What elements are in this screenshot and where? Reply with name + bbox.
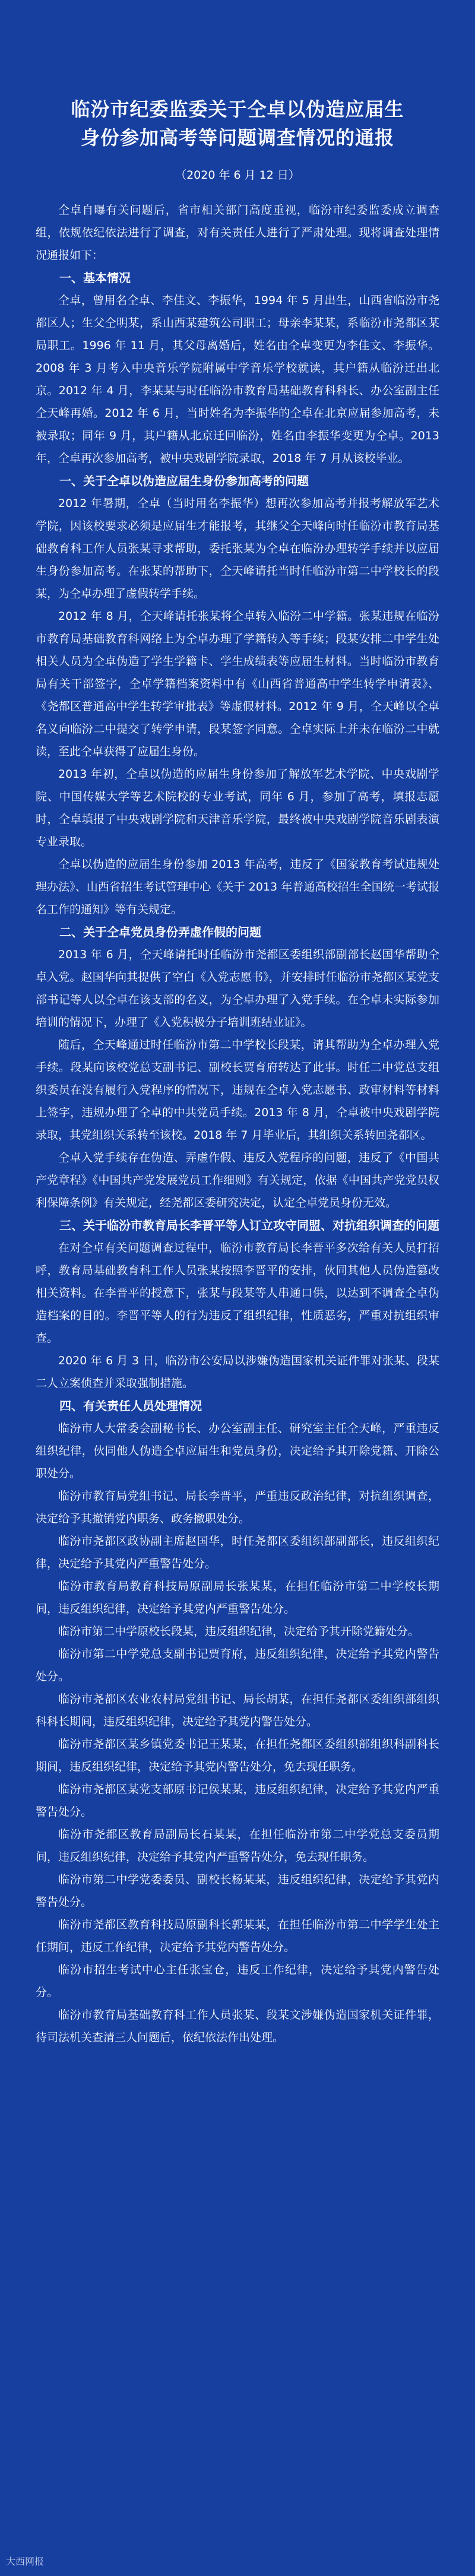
paragraph: 临汾市招生考试中心主任张宝仓，违反工作纪律，决定给予其党内警告处分。 (36, 1963, 439, 1999)
section-heading: 三、关于临汾市教育局长李晋平等人订立攻守同盟、对抗组织调查的问题 (59, 1218, 439, 1232)
paragraph: 2012 年暑期，仝卓（当时用名李振华）想再次参加高考并报考解放军艺术学院，因该校要求必须是应届生才能报考，其继父仝天峰向时任临汾市教育局基础教育科工作人员张某寻求帮助，委托张某为仝卓在临汾办理转学手续并以应届生身份参加高考。在张某的帮助下，仝天峰请托当时任临汾市第二中学校长的段某，为仝卓办理了虚假转学手续。 (36, 497, 439, 600)
paragraph: 2013 年初，仝卓以伪造的应届生身份参加了解放军艺术学院、中央戏剧学院、中国传媒大学等艺术院校的专业考试，同年 6 月，参加了高考，填报志愿时，仝卓填报了中央戏剧学院和天津音乐学院，最终被中央戏剧学院音乐剧表演专业录取。 (36, 768, 439, 848)
paragraph: 临汾市人大常委会副秘书长、办公室副主任、研究室主任仝天峰，严重违反组织纪律，伙同他人伪造仝卓应届生和党员身份，决定给予其开除党籍、开除公职处分。 (36, 1422, 439, 1480)
paragraph: 仝卓以伪造的应届生身份参加 2013 年高考，违反了《国家教育考试违规处理办法》、山西省招生考试管理中心《关于 2013 年普通高校招生全国统一考试报名工作的通知》等有关规定。 (36, 858, 439, 916)
paragraph: 临汾市第二中学党总支副书记贾育府，违反组织纪律，决定给予其党内警告处分。 (36, 1647, 439, 1683)
notice-date: （2020 年 6 月 12 日） (175, 169, 300, 182)
paragraph: 临汾市尧都区某党支部原书记侯某某，违反组织纪律，决定给予其党内严重警告处分。 (36, 1783, 439, 1818)
paragraph: 仝卓自曝有关问题后，省市相关部门高度重视，临汾市纪委监委成立调查组，依规依纪依法进行了调查，对有关责任人进行了严肃处理。现将调查处理情况通报如下： (36, 204, 439, 262)
title-line-1: 临汾市纪委监委关于仝卓以伪造应届生 (71, 98, 404, 121)
section-heading: 一、基本情况 (59, 271, 131, 285)
paragraph: 临汾市尧都区教育科技局原副科长郭某某，在担任临汾市第二中学学生处主任期间，违反工作纪律，决定给予其党内警告处分。 (36, 1918, 439, 1954)
section-heading: 一、关于仝卓以伪造应届生身份参加高考的问题 (59, 474, 309, 488)
paragraph: 临汾市教育局教育科技局原副局长张某某，在担任临汾市第二中学校长期间，违反组织纪律，决定给予其党内严重警告处分。 (36, 1580, 439, 1615)
paragraph: 在对仝卓有关问题调查过程中，临汾市教育局长李晋平多次给有关人员打招呼，教育局基础教育科工作人员张某按照李晋平的安排，伙同其他人员伪造篡改相关资料。在李晋平的授意下，张某与段某等人串通口供，以达到不调查仝卓伪造档案的目的。李晋平等人的行为违反了组织纪律，性质恶劣，严重对抗组织审查。 (36, 1241, 439, 1345)
paragraph: 临汾市第二中学党委委员、副校长杨某某，违反组织纪律，决定给予其党内警告处分。 (36, 1873, 439, 1909)
paragraph: 临汾市第二中学原校长段某，违反组织纪律，决定给予其开除党籍处分。 (58, 1625, 420, 1638)
section-heading: 四、有关责任人员处理情况 (59, 1399, 202, 1413)
paragraph: 临汾市尧都区教育局副局长石某某，在担任临汾市第二中学党总支委员期间，违反组织纪律，决定给予其党内严重警告处分，免去现任职务。 (36, 1828, 439, 1864)
title-line-2: 身份参加高考等问题调查情况的通报 (80, 126, 394, 149)
paragraph: 临汾市尧都区政协副主席赵国华，时任尧都区委组织部副部长，违反组织纪律，决定给予其党内严重警告处分。 (36, 1535, 439, 1570)
source-watermark: 大西网报 (6, 2556, 45, 2567)
paragraph: 随后，仝天峰通过时任临汾市第二中学校长段某，请其帮助为仝卓办理入党手续。段某向该校党总支副书记、副校长贾育府转达了此事。时任二中党总支组织委员在没有履行入党程序的情况下，违规在仝卓入党志愿书、政审材料等材料上签字，违规办理了仝卓的中共党员手续。2013 年 8 月，仝卓被中央戏剧学院录取，其党组织关系转至该校。2018 年 7 月毕业后，其组织关系转回尧都区。 (36, 1038, 439, 1142)
paragraph: 2013 年 6 月，仝天峰请托时任临汾市尧都区委组织部副部长赵国华帮助仝卓入党。赵国华向其提供了空白《入党志愿书》，并安排时任临汾市尧都区某党支部书记等人以仝卓在该支部的名义，为仝卓办理了入党手续。在仝卓未实际参加培训的情况下，办理了《入党积极分子培训班结业证》。 (36, 948, 439, 1029)
paragraph: 临汾市教育局基础教育科工作人员张某、段某文涉嫌伪造国家机关证件罪，待司法机关查清三人问题后，依纪依法作出处理。 (36, 2008, 439, 2044)
paragraph: 临汾市尧都区农业农村局党组书记、局长胡某，在担任尧都区委组织部组织科科长期间，违反组织纪律，决定给予其党内警告处分。 (36, 1693, 439, 1728)
paragraph: 临汾市教育局党组书记、局长李晋平，严重违反政治纪律，对抗组织调查，决定给予其撤销党内职务、政务撤职处分。 (36, 1490, 439, 1525)
paragraph: 2012 年 8 月，仝天峰请托张某将仝卓转入临汾二中学籍。张某违规在临汾市教育局基础教育科网络上为仝卓办理了学籍转入等手续；段某安排二中学生处相关人员为仝卓伪造了学生学籍卡、学生成绩表等应届生材料。当时临汾市教育局有关干部签字，仝卓学籍档案资料中有《山西省普通高中学生转学申请表》、《尧都区普通高中学生转学审批表》等虚假材料。2012 年 9 月，仝天峰以仝卓名义向临汾二中提交了转学申请，段某签字同意。仝卓实际上并未在临汾二中就读，至此仝卓获得了应届生身份。 (36, 610, 439, 758)
notice-title (36, 95, 439, 152)
paragraph: 临汾市尧都区某乡镇党委书记王某某，在担任尧都区委组织部组织科副科长期间，违反组织纪律，决定给予其党内警告处分，免去现任职务。 (36, 1738, 439, 1773)
paragraph: 仝卓，曾用名仝卓、李佳文、李振华，1994 年 5 月出生，山西省临汾市尧都区人；生父仝明某，系山西某建筑公司职工；母亲李某某，系临汾市尧都区某局职工。1996 年 11 月，其父母离婚后，姓名由仝卓变更为李佳文、李振华。2008 年 3 月考入中央音乐学院附属中学音乐学校就读，其户籍从临汾迁出北京。2012 年 4 月，李某某与时任临汾市教育局基础教育科科长、办公室副主任仝天峰再婚。2012 年 6 月，当时姓名为李振华的仝卓在北京应届参加高考，未被录取；同年 9 月，其户籍从北京迁回临汾，姓名由李振华变更为仝卓。2013 年，仝卓再次参加高考，被中央戏剧学院录取，2018 年 7 月从该校毕业。 (36, 294, 439, 465)
paragraph: 仝卓入党手续存在伪造、弄虚作假、违反入党程序的问题，违反了《中国共产党章程》《中国共产党发展党员工作细则》有关规定，依据《中国共产党党员权利保障条例》有关规定，经尧都区委研究决定，认定仝卓党员身份无效。 (36, 1151, 439, 1209)
paragraph: 2020 年 6 月 3 日，临汾市公安局以涉嫌伪造国家机关证件罪对张某、段某二人立案侦查并采取强制措施。 (36, 1354, 439, 1390)
section-heading: 二、关于仝卓党员身份弄虚作假的问题 (59, 925, 261, 939)
